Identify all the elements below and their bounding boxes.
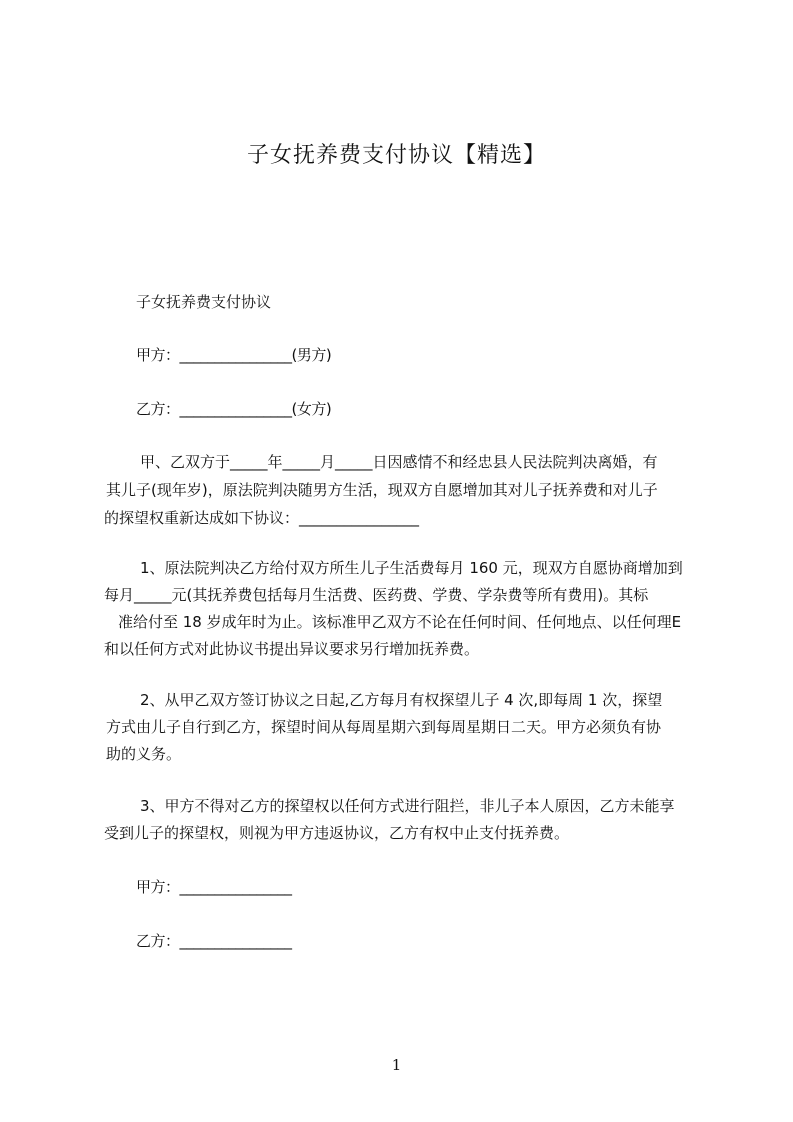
party-b-line: 乙方：________________(女方) [136, 400, 332, 418]
clause-3-line-1: 3、甲方不得对乙方的探望权以任何方式进行阻拦，非儿子本人原因，乙方未能享 [140, 797, 675, 815]
clause-1-line-1: 1、原法院判决乙方给付双方所生儿子生活费每月 160 元，现双方自愿协商增加到 [140, 559, 683, 577]
agreement-heading: 子女抚养费支付协议 [136, 293, 272, 311]
intro-line-2: 其儿子(现年岁)，原法院判决随男方生活，现双方自愿增加其对儿子抚养费和对儿子 [106, 481, 658, 499]
document-title: 子女抚养费支付协议【精选】 [246, 143, 546, 168]
clause-2-line-3: 助的义务。 [106, 745, 182, 763]
clause-3-line-2: 受到儿子的探望权，则视为甲方违返协议，乙方有权中止支付抚养费。 [104, 824, 570, 842]
clause-2-line-1: 2、从甲乙双方签订协议之日起,乙方每月有权探望儿子 4 次,即每周 1 次，探望 [140, 691, 663, 709]
party-a-line: 甲方：________________(男方) [136, 346, 332, 364]
signature-party-b: 乙方：________________ [136, 932, 292, 950]
intro-line-1: 甲、乙双方于_____年_____月_____日因感情不和经忠县人民法院判决离婚，有 [140, 453, 658, 471]
signature-party-a: 甲方：________________ [136, 878, 292, 896]
clause-2-line-2: 方式由儿子自行到乙方，探望时间从每周星期六到每周星期日二天。甲方必须负有协 [106, 718, 662, 736]
clause-1-line-4: 和以任何方式对此协议书提出异议要求另行增加抚养费。 [104, 640, 480, 658]
page-number: 1 [391, 1056, 402, 1074]
clause-1-line-3: 准给付至 18 岁成年时为止。该标准甲乙双方不论在任何时间、任何地点、以任何理E [118, 613, 682, 631]
clause-1-line-2: 每月_____元(其抚养费包括每月生活费、医药费、学费、学杂费等所有费用)。其标 [104, 586, 649, 604]
intro-line-3: 的探望权重新达成如下协议：________________ [104, 509, 420, 527]
